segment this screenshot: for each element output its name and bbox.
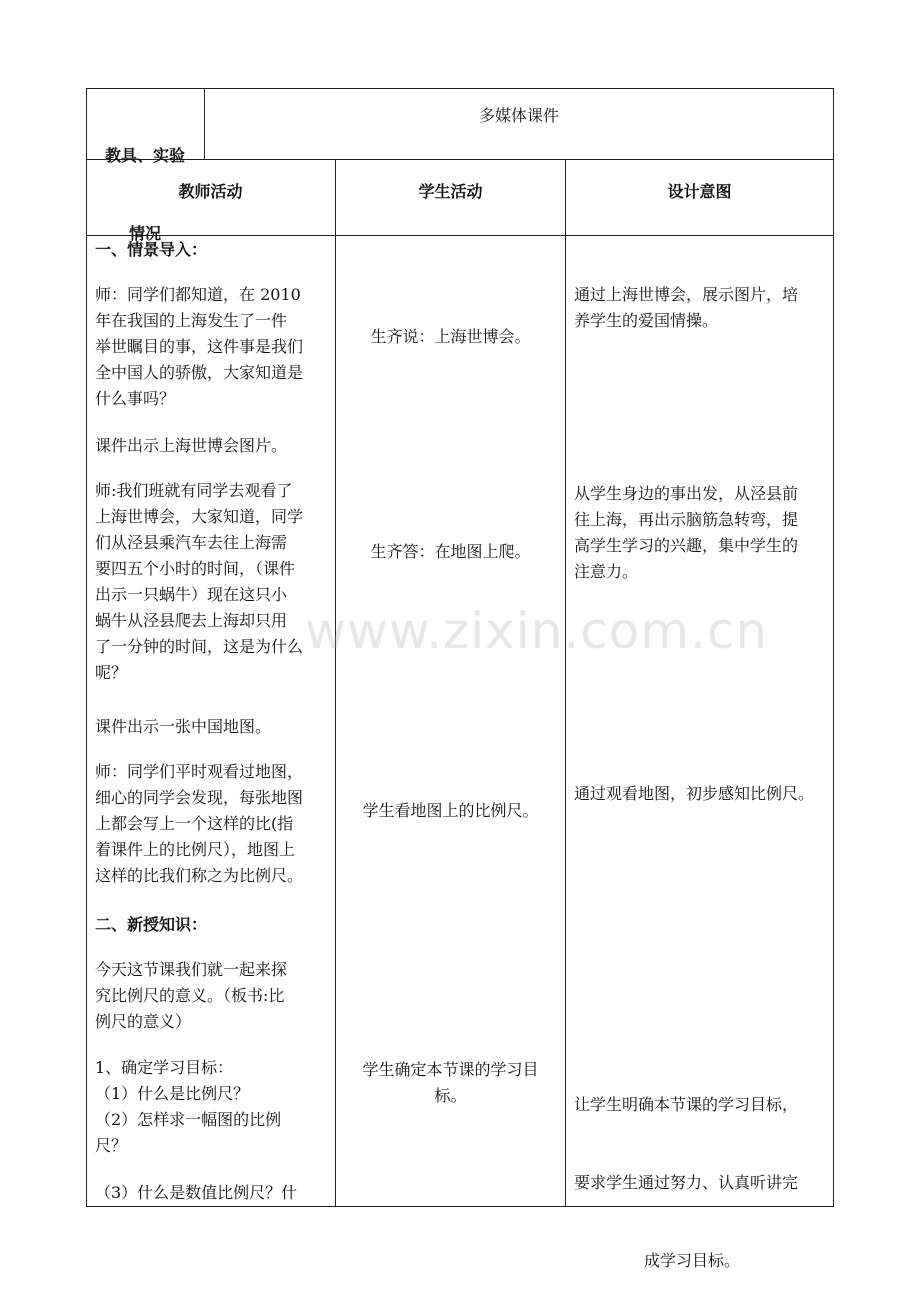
student-activity-1: 生齐说：上海世博会。 <box>370 327 531 346</box>
design-intent-4-line2: 要求学生通过努力、认真听讲完 <box>574 1173 799 1192</box>
teacher-paragraph-3: 师:我们班就有同学去观看了 上海世博会，大家知道，同学 们从泾县乘汽车去往上海需 要四五个小时的时间，（课件 出示一只蜗牛）现在这只小 蜗牛从泾县爬去上海却只用 了一分钟的时间，这是为什么 呢？ <box>95 481 304 682</box>
section-title-intro: 一、情景导入： <box>95 240 208 259</box>
teacher-paragraph-8: （3）什么是数值比例尺？什 <box>95 1183 298 1202</box>
column-divider-1 <box>335 159 336 1207</box>
design-intent-2: 从学生身边的事出发，从泾县前 往上海，再出示脑筋急转弯，提 高学生学习的兴趣，集中学生的 注意力。 <box>574 484 799 581</box>
design-intent-4-line3: 成学习目标。 <box>644 1251 741 1270</box>
equipment-label-line1: 教具、实验 <box>104 146 185 165</box>
design-column-header: 设计意图 <box>667 182 732 201</box>
teacher-paragraph-7: 1、确定学习目标： （1）什么是比例尺？ （2）怎样求一幅图的比例 尺？ <box>95 1058 282 1155</box>
student-activity-2: 生齐答：在地图上爬。 <box>370 542 531 561</box>
student-activity-4: 学生确定本节课的学习目 标。 <box>362 1060 539 1105</box>
teacher-paragraph-5: 师：同学们平时观看过地图， 细心的同学会发现，每张地图 上都会写上一个这样的比(指 着课件上的比例尺），地图上 这样的比我们称之为比例尺。 <box>95 762 304 885</box>
teacher-paragraph-6: 今天这节课我们就一起来探 究比例尺的意义。（板书:比 例尺的意义） <box>95 960 288 1031</box>
design-intent-4 <box>574 1040 830 1300</box>
design-intent-1: 通过上海世博会，展示图片，培 养学生的爱国情操。 <box>574 285 799 330</box>
teacher-paragraph-2: 课件出示上海世博会图片。 <box>95 436 288 455</box>
design-intent-4-line1: 让学生明确本节课的学习目标， <box>574 1095 799 1114</box>
teacher-column-header: 教师活动 <box>178 182 243 201</box>
student-activity-3: 学生看地图上的比例尺。 <box>362 801 539 820</box>
teacher-paragraph-4: 课件出示一张中国地图。 <box>95 717 272 736</box>
watermark: www.zixin.com.cn <box>305 602 769 660</box>
teacher-paragraph-1: 师：同学们都知道，在 2010 年在我国的上海发生了一件 举世瞩目的事，这件事是我们 全中国人的骄傲，大家知道是 什么事吗？ <box>95 285 304 408</box>
equipment-label-line2: 情况 <box>128 224 161 243</box>
table-border-top <box>86 88 834 89</box>
student-column-header: 学生活动 <box>418 182 483 201</box>
table-border-right <box>833 88 834 1207</box>
equipment-value: 多媒体课件 <box>478 106 559 125</box>
column-divider-2 <box>565 159 566 1207</box>
section-title-new-knowledge: 二、新授知识： <box>95 915 208 934</box>
design-intent-3: 通过观看地图，初步感知比例尺。 <box>574 784 815 803</box>
